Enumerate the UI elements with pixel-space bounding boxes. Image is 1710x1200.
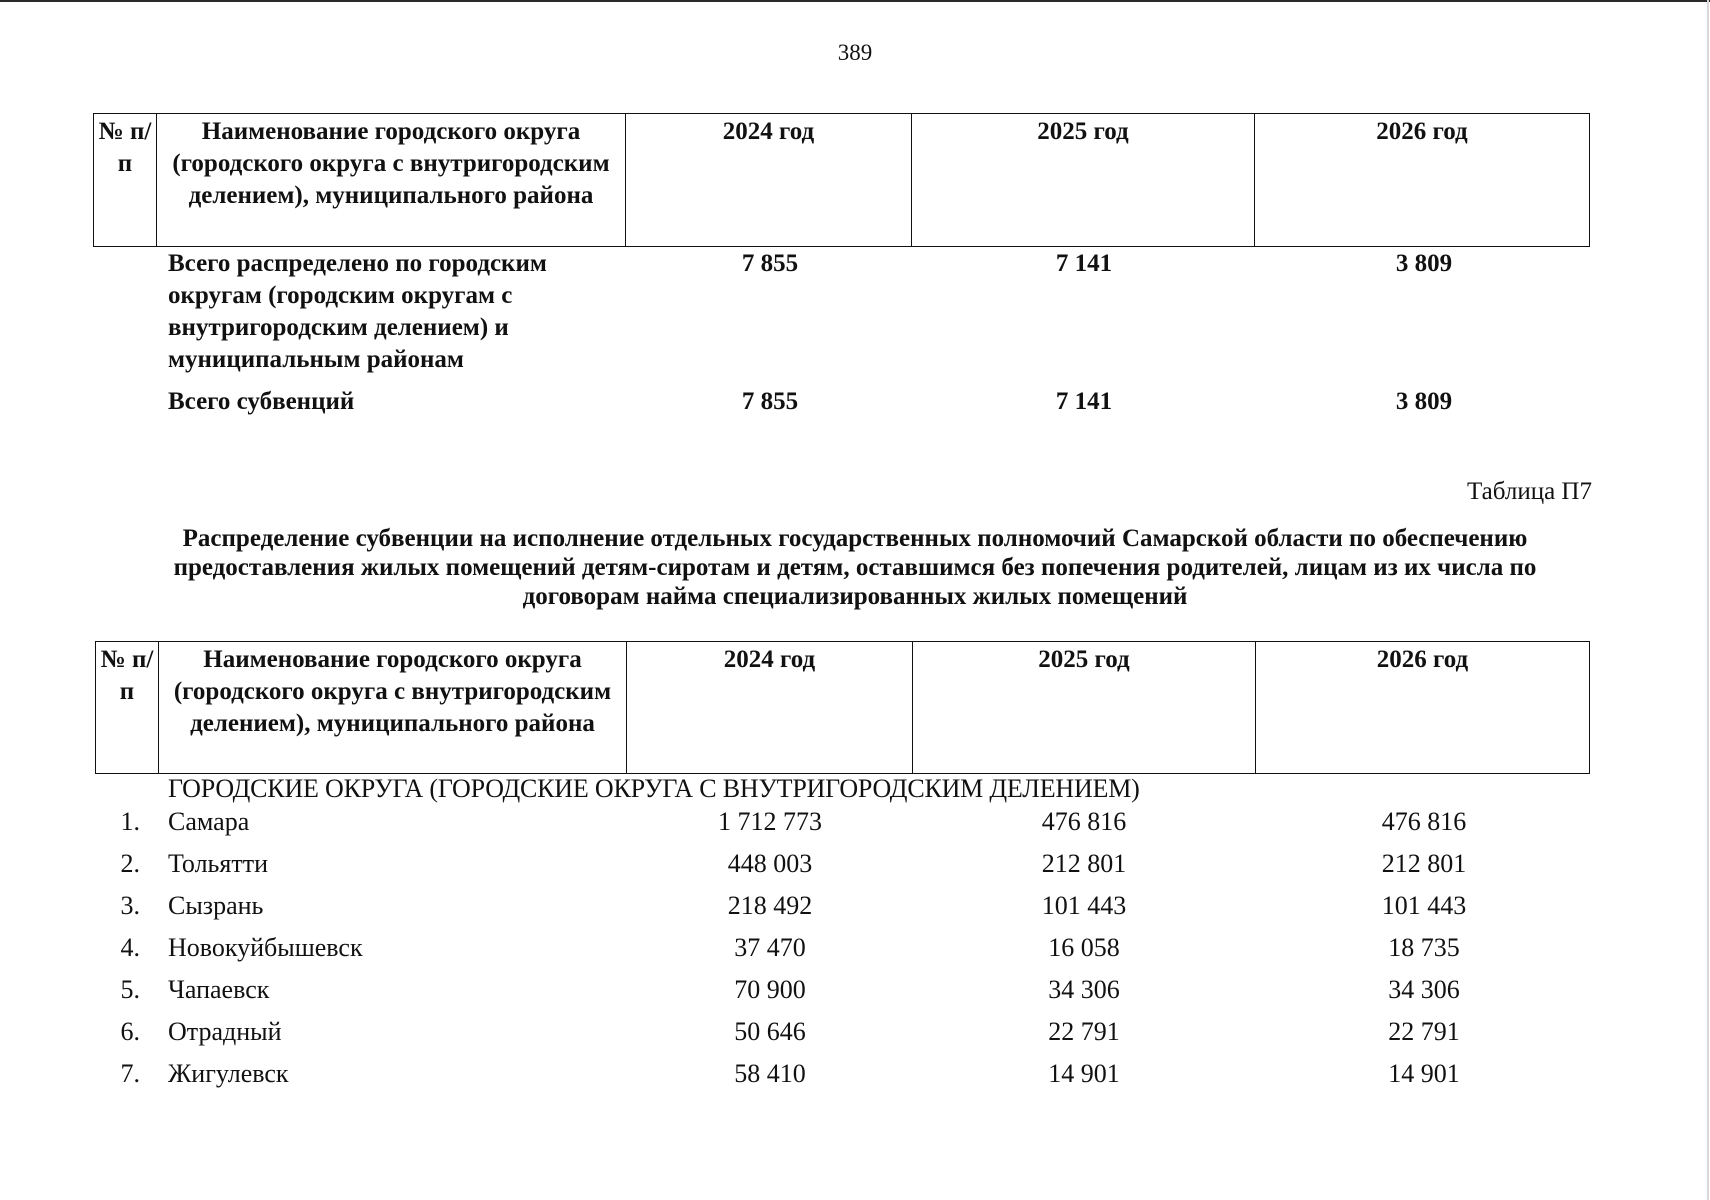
row-2026: 14 901 [1388, 1059, 1460, 1088]
header-2024: 2024 год [627, 642, 913, 774]
total-subventions-label: Всего субвенций [168, 388, 355, 415]
total-subventions-2024: 7 855 [741, 388, 799, 415]
header-2025: 2025 год [913, 642, 1256, 774]
table-row [0, 931, 1710, 973]
row-2025: 34 306 [1048, 975, 1120, 1004]
header-2025: 2025 год [912, 114, 1255, 247]
row-2024: 58 410 [734, 1059, 806, 1088]
header-number: № п/п [96, 642, 159, 774]
header-name: Наименование городского округа (городского округа с внутригородским делением), муниципального района [159, 642, 627, 774]
table-row [0, 847, 1710, 889]
table-row [0, 1015, 1710, 1057]
header-2024: 2024 год [626, 114, 912, 247]
row-2024: 448 003 [727, 849, 813, 878]
section-label: ГОРОДСКИЕ ОКРУГА (ГОРОДСКИЕ ОКРУГА С ВНУТРИГОРОДСКИМ ДЕЛЕНИЕМ) [168, 774, 1140, 803]
table-caption: Таблица П7 [1467, 478, 1592, 505]
row-2025: 212 801 [1041, 849, 1127, 878]
row-name: Самара [168, 807, 250, 836]
header-name: Наименование городского округа (городского округа с внутригородским делением), муниципального района [157, 114, 626, 247]
row-2024: 50 646 [734, 1017, 806, 1046]
row-number: 1. [120, 807, 140, 836]
row-name: Сызрань [168, 891, 264, 920]
scan-edge [0, 0, 1710, 2]
table-header [95, 641, 1590, 774]
row-2026: 476 816 [1381, 807, 1467, 836]
row-2025: 14 901 [1048, 1059, 1120, 1088]
row-2025: 101 443 [1041, 891, 1127, 920]
total-subventions-2025: 7 141 [1055, 388, 1113, 415]
header-2026: 2026 год [1255, 114, 1590, 247]
row-2025: 476 816 [1041, 807, 1127, 836]
total-subventions-2026: 3 809 [1395, 388, 1453, 415]
row-2026: 101 443 [1381, 891, 1467, 920]
row-number: 2. [120, 849, 140, 878]
row-number: 6. [120, 1017, 140, 1046]
table-header-continued [93, 113, 1590, 247]
row-2024: 1 712 773 [718, 807, 822, 836]
row-name: Новокуйбышевск [168, 933, 363, 962]
row-name: Тольятти [168, 849, 269, 878]
row-number: 7. [120, 1059, 140, 1088]
total-distributed-label: Всего распределено по городским округам (городским округам с внутригородским делением) и муниципальным районам [168, 250, 547, 373]
table-row [0, 805, 1710, 847]
row-number: 5. [120, 975, 140, 1004]
row-name: Отрадный [168, 1017, 282, 1046]
total-subventions-row [0, 386, 1710, 420]
row-2026: 22 791 [1388, 1017, 1460, 1046]
row-number: 4. [120, 933, 140, 962]
row-2026: 34 306 [1388, 975, 1460, 1004]
row-2024: 218 492 [727, 891, 813, 920]
header-2026: 2026 год [1256, 642, 1590, 774]
row-2026: 212 801 [1381, 849, 1467, 878]
row-2024: 37 470 [734, 933, 806, 962]
document-title: Распределение субвенции на исполнение отдельных государственных полномочий Самарской области по обеспечению предоставления жилых помещений детям-сиротам и детям, оставшимся без попечения родителей, лицам из их числа по договорам найма специализированных жилых помещений [173, 525, 1537, 610]
row-number: 3. [120, 891, 140, 920]
total-distributed-2024: 7 855 [741, 250, 799, 277]
data-rows [0, 805, 1710, 1099]
row-2025: 22 791 [1048, 1017, 1120, 1046]
page-number: 389 [837, 40, 873, 65]
row-name: Жигулевск [168, 1059, 289, 1088]
row-2024: 70 900 [734, 975, 806, 1004]
table-row [0, 973, 1710, 1015]
row-2026: 18 735 [1388, 933, 1460, 962]
row-2025: 16 058 [1048, 933, 1120, 962]
table-row [0, 1057, 1710, 1099]
total-distributed-2026: 3 809 [1395, 250, 1453, 277]
header-number: № п/п [94, 114, 157, 247]
table-row [0, 889, 1710, 931]
row-name: Чапаевск [168, 975, 270, 1004]
total-distributed-row [0, 248, 1710, 376]
total-distributed-2025: 7 141 [1055, 250, 1113, 277]
